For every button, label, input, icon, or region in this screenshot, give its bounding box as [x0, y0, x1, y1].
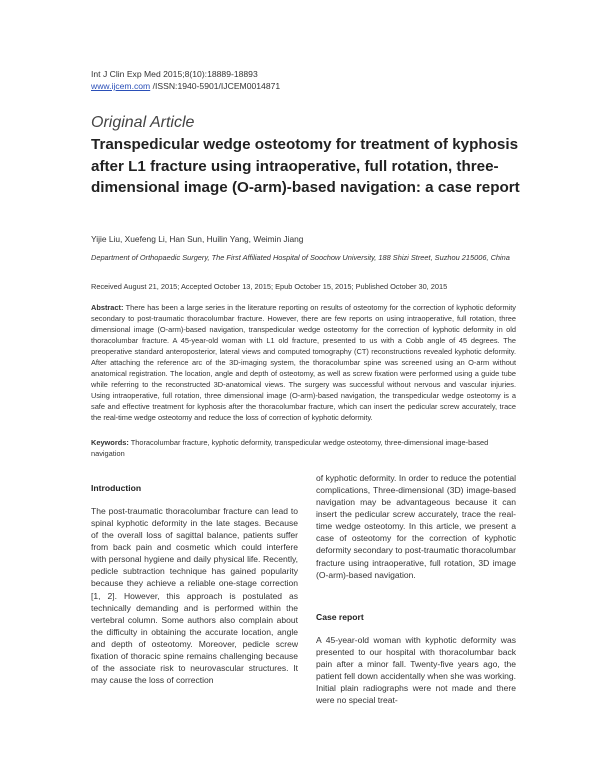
case-report-text: A 45-year-old woman with kyphotic deformity was presented to our hospital with thoracolumbar back pain after a minor fall. Twenty-five years ago, the patient fell down accidentally when she was working. Initial plain radiographs were not made and there were no special treat-: [316, 635, 516, 706]
case-report-heading: Case report: [316, 612, 364, 622]
publication-dates: Received August 21, 2015; Accepted October 13, 2015; Epub October 15, 2015; Published October 30, 2015: [91, 282, 448, 291]
journal-citation: Int J Clin Exp Med 2015;8(10):18889-18893: [91, 69, 258, 79]
keywords-text: Thoracolumbar fracture, kyphotic deformity, transpedicular wedge osteotomy, three-dimensional image-based navigation: [91, 438, 489, 459]
article-title: Transpedicular wedge osteotomy for treatment of kyphosis after L1 fracture using intraoperative, full rotation, three-dimensional image (O-arm)-based navigation: a case report: [91, 136, 520, 196]
author-affiliation: Department of Orthopaedic Surgery, The First Affiliated Hospital of Soochow University, 188 Shizi Street, Suzhou 215006, China: [91, 253, 510, 262]
abstract: [91, 302, 516, 424]
abstract-label: Abstract:: [91, 303, 124, 312]
journal-website-line: [91, 80, 280, 92]
abstract-text: There has been a large series in the literature reporting on results of osteotomy for the correction of kyphotic deformity secondary to post-traumatic thoracolumbar fracture. However, there are few reports on using intraoperative, full rotation, three dimensional image (O-arm)-based navigation, transpedicular wedge osteotomy for the correction of kyphotic deformity in old thoracolumbar fracture. A 45-year-old woman with L1 old fracture, presented to us with a Cobb angle of 45 degrees. The preoperative standard anteroposterior, lateral views and computed tomography (CT) reconstructions revealed kyphotic deformity. After attaching the reference arc of the 3D-imaging system, the thoracolumbar spine was screened using an O-arm without anatomical registration. The location, angle and depth of osteotomy, as well as screw fixation were performed using a guide tube while referring to the reconstructed 3D-anatomical views. The surgery was successful without nervous and vascular injuries. Using intraoperative, full rotation, three dimensional image (O-arm)-based navigation, the transpedicular wedge osteotomy is a safe and effective treatment for kyphosis after the thoracolumbar fracture, which can insert the pedicular screw accurately, trace the real-time wedge osteotomy and reduce the loss of correction of kyphotic deformity.: [91, 303, 517, 423]
article-type: Original Article: [91, 114, 195, 131]
journal-issn: /ISSN:1940-5901/IJCEM0014871: [150, 81, 281, 91]
right-column-continuation: of kyphotic deformity. In order to reduce the potential complications, Three-dimensional (3D) image-based navigation may be advantageous because it can insert the pedicular screw accurately, trace the real-time wedge osteotomy. In this article, we present a case of osteotomy for the correction of kyphotic deformity secondary to post-traumatic thoracolumbar fracture using intraoperative, full rotation, 3D image (O-arm)-based navigation.: [316, 473, 516, 580]
keywords-label: Keywords:: [91, 438, 129, 447]
keywords: [91, 437, 516, 459]
author-list: Yijie Liu, Xuefeng Li, Han Sun, Huilin Yang, Weimin Jiang: [91, 234, 304, 244]
journal-website-link[interactable]: www.ijcem.com: [91, 81, 151, 91]
introduction-text: The post-traumatic thoracolumbar fracture can lead to spinal kyphotic deformity in the late stages. Because of the overall loss of sagittal balance, patients suffer from back pain and cosmetic which could interfere with personal hygiene and daily physical life. Recently, pedicle subtraction technique has gained popularity because they achieve a reliable one-stage correction [1, 2]. However, this approach is postulated as technically demanding and is performed within the vertebral column. Some authors also complain about the difficulty in obtaining the accurate location, angle and depth of osteotomy. Moreover, pedicle screw fixation of thoracic spine remains challenging because of the associate risk to neurovascular structures. It may cause the loss of correction: [91, 506, 298, 686]
introduction-heading: Introduction: [91, 483, 142, 493]
